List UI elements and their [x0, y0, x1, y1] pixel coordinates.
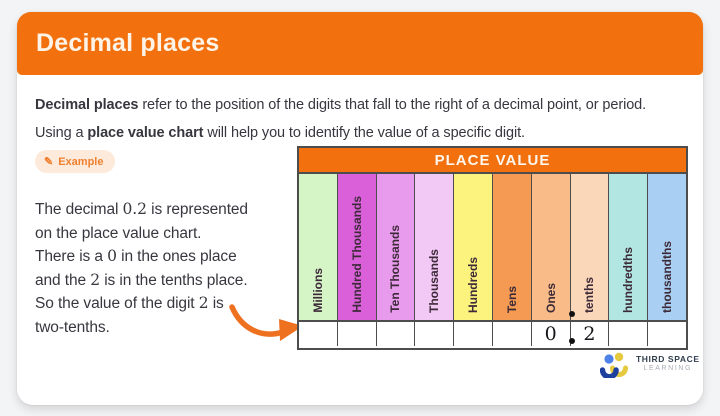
place-value-columns [299, 174, 686, 320]
example-line: So the value of the digit 2 is [35, 294, 224, 312]
column-label: Hundred Thousands [349, 196, 364, 313]
column-hundred-thousands [338, 174, 377, 320]
digit-row [299, 320, 686, 346]
logo-text-line1: THIRD SPACE [636, 354, 700, 364]
column-label: Tens [504, 285, 519, 313]
column-tens [493, 174, 532, 320]
column-label: Hundreds [466, 256, 481, 313]
column-millions [299, 174, 338, 320]
column-thousands [415, 174, 454, 320]
column-hundredths [609, 174, 648, 320]
intro-paragraph [35, 91, 685, 147]
example-line: and the 2 is in the tenths place. [35, 270, 248, 289]
column-label: Ten Thousands [388, 225, 403, 313]
example-badge-label: Example [58, 155, 104, 168]
digit-cell [338, 322, 377, 346]
digit-cell [377, 322, 416, 346]
column-ones [532, 174, 571, 320]
logo-people-icon [600, 350, 630, 378]
digit-cell [415, 322, 454, 346]
column-label: thousandths [660, 241, 675, 313]
column-tenths [571, 174, 610, 320]
column-thousandths [648, 174, 686, 320]
digit-cell [299, 322, 338, 346]
column-label: Millions [310, 268, 325, 313]
decimal-point-dot [569, 338, 575, 344]
digit-cell-tenths: 2 [571, 322, 610, 346]
column-label: hundredths [621, 247, 636, 313]
intro-line: Decimal places refer to the position of the digits that fall to the right of a decimal point, or period. [35, 97, 647, 113]
column-label: Ones [543, 282, 558, 313]
content-card [17, 12, 703, 405]
third-space-learning-logo [600, 350, 700, 378]
digit-cell [493, 322, 532, 346]
column-label: tenths [582, 277, 597, 313]
digit-cell [609, 322, 648, 346]
page-title: Decimal places [36, 29, 220, 57]
page-header [17, 12, 703, 75]
example-badge [35, 150, 115, 173]
column-ten-thousands [377, 174, 416, 320]
digit-cell [454, 322, 493, 346]
place-value-chart-title: PLACE VALUE [299, 148, 686, 174]
column-hundreds [454, 174, 493, 320]
decimal-point-dot [569, 311, 575, 317]
pencil-icon: ✎ [44, 156, 54, 168]
logo-text-line2: LEARNING [643, 365, 693, 372]
example-line: The decimal 0.2 is represented [35, 200, 248, 218]
example-line: two-tenths. [35, 318, 110, 336]
place-value-chart [297, 146, 688, 350]
column-label: Thousands [427, 248, 442, 313]
example-line: There is a 0 in the ones place [35, 247, 237, 265]
digit-cell [648, 322, 686, 346]
digit-cell-ones: 0 [532, 322, 571, 346]
example-line: on the place value chart. [35, 224, 202, 242]
intro-line: Using a place value chart will help you to identify the value of a specific digit. [35, 125, 525, 141]
